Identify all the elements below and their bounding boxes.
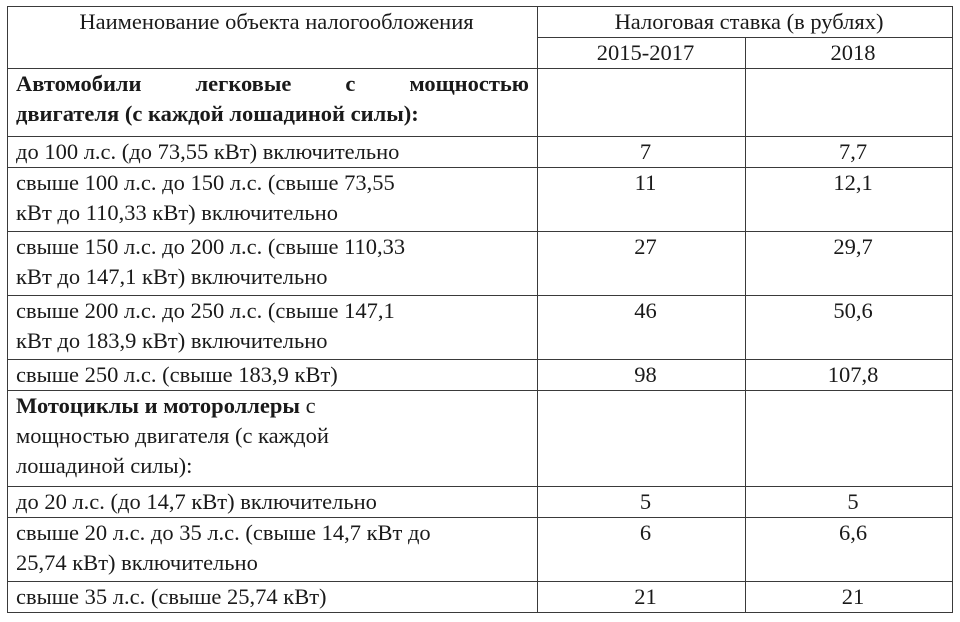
tax-rate-table bbox=[7, 6, 953, 613]
row-text-line: свыше 35 л.с. (свыше 25,74 кВт) bbox=[16, 584, 327, 609]
row-text-line: кВт до 110,33 кВт) включительно bbox=[16, 200, 338, 225]
rate-2018: 50,6 bbox=[746, 296, 953, 360]
rate-2018: 107,8 bbox=[746, 360, 953, 391]
section-row-moto bbox=[8, 391, 953, 487]
period-2018-header: 2018 bbox=[746, 38, 953, 69]
row-text-line: кВт до 147,1 кВт) включительно bbox=[16, 264, 328, 289]
empty-cell bbox=[746, 391, 953, 487]
section-title-moto bbox=[8, 391, 538, 487]
section-title-cars bbox=[8, 69, 538, 137]
rate-2015-2017: 46 bbox=[538, 296, 746, 360]
row-description bbox=[8, 582, 538, 613]
rate-2018: 29,7 bbox=[746, 232, 953, 296]
row-description bbox=[8, 360, 538, 391]
row-text-line: кВт до 183,9 кВт) включительно bbox=[16, 328, 328, 353]
rate-2015-2017: 11 bbox=[538, 168, 746, 232]
row-text-line: свыше 200 л.с. до 250 л.с. (свыше 147,1 bbox=[16, 298, 395, 323]
table-row bbox=[8, 487, 953, 518]
rate-2015-2017: 98 bbox=[538, 360, 746, 391]
section-title-line: лошадиной силы): bbox=[16, 453, 193, 478]
empty-cell bbox=[746, 69, 953, 137]
row-text-line: свыше 150 л.с. до 200 л.с. (свыше 110,33 bbox=[16, 234, 406, 259]
row-text-line: до 100 л.с. (до 73,55 кВт) включительно bbox=[16, 139, 400, 164]
row-description bbox=[8, 137, 538, 168]
table-row bbox=[8, 232, 953, 296]
rate-2018: 12,1 bbox=[746, 168, 953, 232]
rate-2018: 6,6 bbox=[746, 518, 953, 582]
row-text-line: свыше 250 л.с. (свыше 183,9 кВт) bbox=[16, 362, 338, 387]
table-row bbox=[8, 137, 953, 168]
empty-cell bbox=[538, 69, 746, 137]
empty-cell bbox=[538, 391, 746, 487]
row-text-line: свыше 20 л.с. до 35 л.с. (свыше 14,7 кВт до bbox=[16, 520, 431, 545]
row-text-line: до 20 л.с. (до 14,7 кВт) включительно bbox=[16, 489, 377, 514]
rate-2015-2017: 5 bbox=[538, 487, 746, 518]
row-description bbox=[8, 168, 538, 232]
section-title-line: Автомобили легковые с мощностью bbox=[16, 71, 529, 96]
row-description bbox=[8, 296, 538, 360]
period-2015-2017-header: 2015-2017 bbox=[538, 38, 746, 69]
object-name-header: Наименование объекта налогообложения bbox=[8, 7, 538, 69]
section-title-bold: Мотоциклы и мотороллеры bbox=[16, 393, 300, 418]
rate-2015-2017: 27 bbox=[538, 232, 746, 296]
rate-2018: 7,7 bbox=[746, 137, 953, 168]
row-description bbox=[8, 487, 538, 518]
table-row bbox=[8, 582, 953, 613]
section-title-rest: с bbox=[299, 393, 316, 418]
section-row-cars bbox=[8, 69, 953, 137]
rate-2018: 5 bbox=[746, 487, 953, 518]
table-row bbox=[8, 296, 953, 360]
rate-2015-2017: 21 bbox=[538, 582, 746, 613]
table-row bbox=[8, 360, 953, 391]
rate-2015-2017: 6 bbox=[538, 518, 746, 582]
row-description bbox=[8, 232, 538, 296]
row-text-line: 25,74 кВт) включительно bbox=[16, 550, 258, 575]
section-title-line: мощностью двигателя (с каждой bbox=[16, 423, 329, 448]
row-text-line: свыше 100 л.с. до 150 л.с. (свыше 73,55 bbox=[16, 170, 395, 195]
rate-2018: 21 bbox=[746, 582, 953, 613]
header-row bbox=[8, 7, 953, 38]
tax-rate-header: Налоговая ставка (в рублях) bbox=[538, 7, 953, 38]
row-description bbox=[8, 518, 538, 582]
table-row bbox=[8, 168, 953, 232]
rate-2015-2017: 7 bbox=[538, 137, 746, 168]
table-row bbox=[8, 518, 953, 582]
section-title-line: двигателя (с каждой лошадиной силы): bbox=[16, 101, 419, 126]
